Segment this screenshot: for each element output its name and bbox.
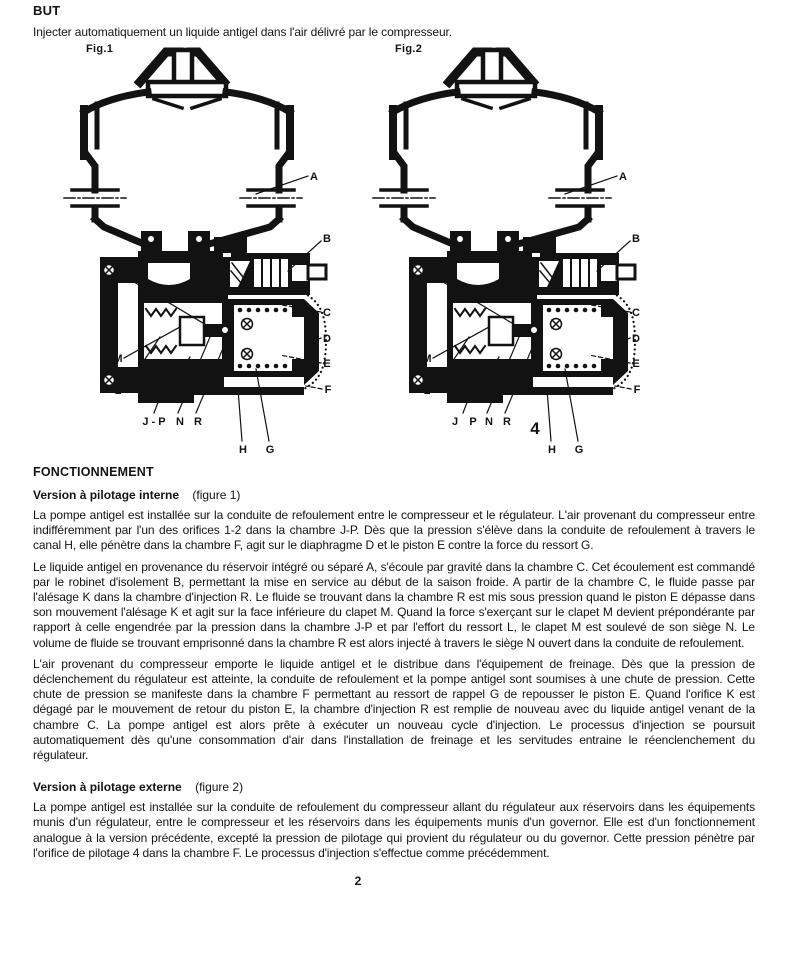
figure-2-diagram: [351, 41, 681, 456]
part-label-A: A: [310, 171, 318, 183]
part-label-F: F: [324, 384, 332, 396]
subsection-1-figref: (figure 1): [192, 488, 241, 502]
part-label-J: J: [451, 416, 459, 428]
part-label-C: C: [632, 307, 640, 319]
part-label-D: D: [632, 333, 640, 345]
page-title: BUT: [33, 3, 61, 18]
intro-text: Injecter automatiquement un liquide antigel dans l'air délivré par le compresseur.: [33, 25, 452, 39]
part-label-A: A: [619, 171, 627, 183]
subsection-2-heading: [33, 780, 755, 794]
subsection-2-title: Version à pilotage externe: [33, 780, 182, 795]
part-label-H: H: [239, 444, 247, 456]
figure-2: [351, 41, 681, 461]
part-label-K: K: [423, 269, 431, 281]
figure-1: [42, 41, 372, 461]
part-label-B: B: [632, 233, 640, 245]
part-label-P: P: [469, 416, 477, 428]
part-label-H: H: [548, 444, 556, 456]
subsection-2-figref: (figure 2): [195, 780, 244, 795]
part-label-D: D: [323, 333, 331, 345]
part-label-N: N: [485, 416, 493, 428]
part-label-F: F: [633, 384, 641, 396]
part-label-E: E: [632, 358, 640, 370]
part-label-K: K: [114, 269, 122, 281]
section-heading: FONCTIONNEMENT: [33, 465, 154, 479]
part-label-L: L: [114, 385, 122, 397]
part-label-1-2: 1-2: [462, 380, 484, 397]
paragraph-2: Le liquide antigel en provenance du réservoir intégré ou séparé A, s'écoule par gravité dans la chambre C. Cet écoulement est commandé par le robinet d'isolement B, permettant la mise en service au début de la saison froide. A partir de la chambre C, le fluide passe par l'alésage K dans la chambre d'injection R. Le fluide se trouvant dans la chambre R est mis sous pression quand le piston E dépasse dans son mouvement l'alésage K et agit sur la face inférieure du clapet M. Quand la force s'exerçant sur le clapet M devient prépondérante par rapport à celle engendrée par la pression dans la chambre J-P et par l'effort du ressort L, le clapet M est soulevé de son siège N. Le volume de fluide se trouvant emprisonné dans la chambre R est alors injecté à travers le siège N ouvert dans la conduite de refoulement.: [33, 559, 755, 650]
part-label-R: R: [503, 416, 511, 428]
part-label-M: M: [113, 353, 123, 365]
part-label-M: M: [422, 353, 432, 365]
paragraph-4: La pompe antigel est installée sur la conduite de refoulement du compresseur allant du régulateur aux réservoirs dans les équipements munis d'un régulateur, entre le compresseur et les réservoirs dans les équipements munis d'un governor. Elle est d'un fonctionnement analogue à la version précédente, excepté la pression de pilotage qui provient du régulateur ou du governor. Cette pression pénètre par l'orifice de pilotage 4 dans la chambre F. Le processus d'injection s'effectue comme précédemment.: [33, 800, 755, 860]
part-label-1-2: 1-2: [153, 380, 175, 397]
figures-area: [33, 41, 755, 461]
part-label-C: C: [323, 307, 331, 319]
figure-2-caption: Fig.2: [395, 43, 423, 55]
page-number: 2: [354, 874, 362, 889]
part-label-L: L: [423, 385, 431, 397]
subsection-1-heading: [33, 488, 755, 502]
part-label-R: R: [194, 416, 202, 428]
part-label-B: B: [323, 233, 331, 245]
part-label-E: E: [323, 358, 331, 370]
part-label-N: N: [176, 416, 184, 428]
part-label-J-P: J - P: [142, 416, 166, 428]
figure-1-diagram: [42, 41, 372, 456]
paragraph-1: La pompe antigel est installée sur la conduite de refoulement entre le compresseur et le régulateur. L'air provenant du compresseur entre indifféremment par l'un des orifices 1-2 dans la chambre J-P. Dès que la pression s'élève dans la conduite de refoulement à travers le canal H, elle pénètre dans la chambre F, agit sur le diaphragme D et le piston E contre la force du ressort G.: [33, 508, 755, 553]
figure-1-caption: Fig.1: [86, 43, 114, 55]
part-label-G: G: [265, 444, 275, 456]
part-label-4: 4: [530, 419, 540, 438]
subsection-1-title: Version à pilotage interne: [33, 488, 180, 502]
paragraph-3: L'air provenant du compresseur emporte le liquide antigel et le distribue dans l'équipement de freinage. Dès que la pression de déclenchement du régulateur est atteinte, la conduite de refoulement et la pompe antigel sont soumises à une chute de pression. Cette chute de pression se manifeste dans la chambre F permettant au ressort de rappel G de repousser le piston E. Quand l'orifice K est dégagé par le mouvement de retour du piston E, la chambre d'injection R est remplie de nouveau avec du liquide antigel venant de la chambre C. La pompe antigel est alors prête à exécuter un nouveau cycle d'injection. Le processus d'injection se poursuit automatiquement dès qu'une consommation d'air dans l'installation de freinage et les servitudes entraine le réenclenchement du régulateur.: [33, 656, 755, 763]
part-label-G: G: [574, 444, 584, 456]
